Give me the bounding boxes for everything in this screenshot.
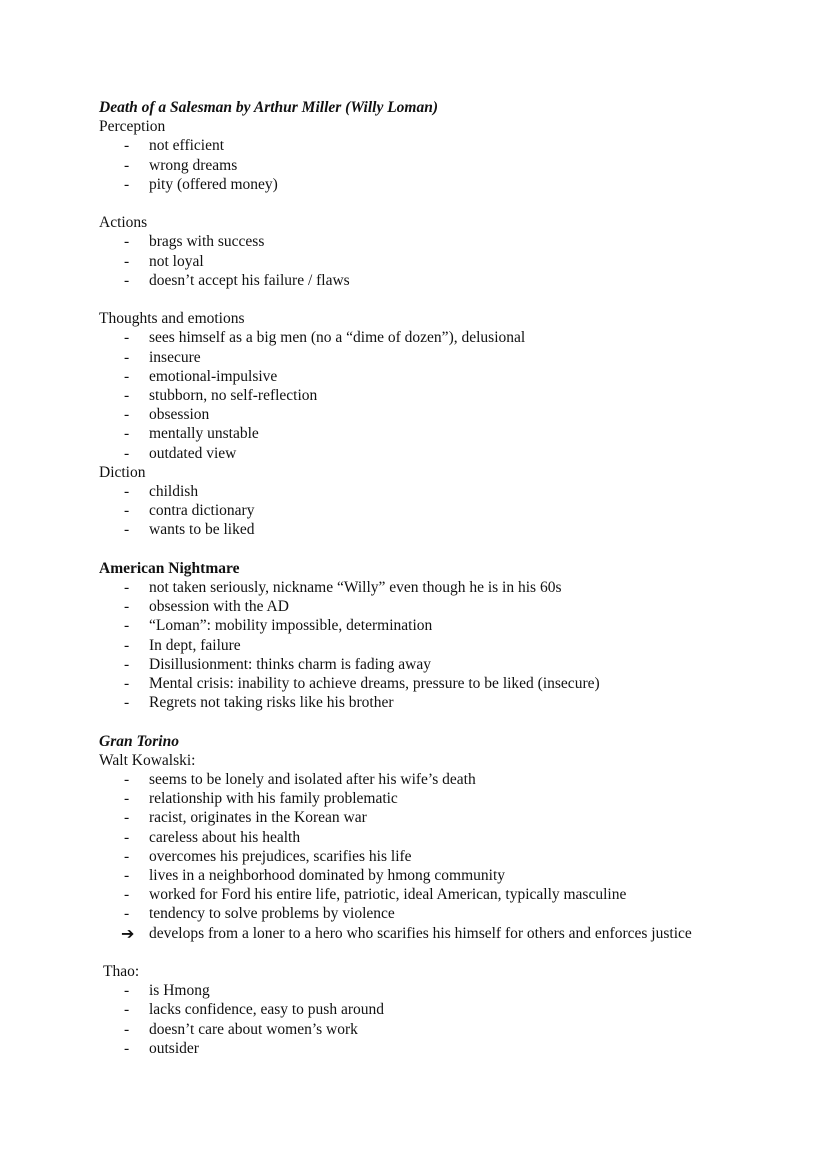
list-item-text: lives in a neighborhood dominated by hmong community bbox=[149, 867, 506, 885]
conclusion-item bbox=[99, 924, 789, 943]
list-item-text: Disillusionment: thinks charm is fading away bbox=[149, 655, 431, 673]
list-item bbox=[99, 136, 789, 155]
list-item bbox=[99, 1020, 789, 1039]
dash-bullet: - bbox=[124, 406, 130, 424]
dash-bullet: - bbox=[124, 867, 130, 885]
list-item-text: racist, originates in the Korean war bbox=[149, 809, 367, 827]
list-item-text: tendency to solve problems by violence bbox=[149, 905, 395, 923]
list-item-text: lacks confidence, easy to push around bbox=[149, 1001, 385, 1019]
dash-bullet: - bbox=[124, 348, 130, 366]
label-thao: Thao: bbox=[103, 963, 140, 981]
list-item bbox=[99, 808, 789, 827]
list-item-text: wrong dreams bbox=[149, 156, 238, 174]
list-item-text: worked for Ford his entire life, patriotic, ideal American, typically masculine bbox=[149, 886, 627, 904]
list-actions bbox=[99, 232, 789, 290]
list-item-text: wants to be liked bbox=[149, 521, 255, 539]
dash-bullet: - bbox=[124, 828, 130, 846]
list-item bbox=[99, 482, 789, 501]
list-item-text: careless about his health bbox=[149, 828, 301, 846]
spacer bbox=[99, 712, 789, 731]
section-title-death-of-a-salesman: Death of a Salesman by Arthur Miller (Willy Loman) bbox=[99, 99, 439, 116]
dash-bullet: - bbox=[124, 636, 130, 654]
dash-bullet: - bbox=[124, 617, 130, 635]
list-diction bbox=[99, 482, 789, 540]
dash-bullet: - bbox=[124, 425, 130, 443]
dash-bullet: - bbox=[124, 847, 130, 865]
list-item-text: mentally unstable bbox=[149, 425, 259, 443]
list-item bbox=[99, 348, 789, 367]
list-item bbox=[99, 367, 789, 386]
list-item-text: seems to be lonely and isolated after his wife’s death bbox=[149, 771, 476, 789]
dash-bullet: - bbox=[124, 982, 130, 1000]
list-item-text: outdated view bbox=[149, 444, 237, 462]
conclusion-text: develops from a loner to a hero who scarifies his himself for others and enforces justice bbox=[149, 924, 692, 942]
list-item bbox=[99, 501, 789, 520]
list-item bbox=[99, 578, 789, 597]
label-perception: Perception bbox=[99, 118, 166, 136]
list-item-text: obsession bbox=[149, 406, 210, 424]
section-title-gran-torino: Gran Torino bbox=[99, 732, 179, 750]
dash-bullet: - bbox=[124, 655, 130, 673]
dash-bullet: - bbox=[124, 886, 130, 904]
list-item-text: emotional-impulsive bbox=[149, 367, 278, 385]
spacer bbox=[99, 290, 789, 309]
list-item-text: Regrets not taking risks like his brother bbox=[149, 694, 394, 712]
dash-bullet: - bbox=[124, 444, 130, 462]
list-item bbox=[99, 616, 789, 635]
section-title-american-nightmare: American Nightmare bbox=[99, 559, 240, 577]
dash-bullet: - bbox=[124, 579, 130, 597]
list-item-text: is Hmong bbox=[149, 982, 210, 1000]
dash-bullet: - bbox=[124, 790, 130, 808]
spacer bbox=[99, 540, 789, 559]
list-item bbox=[99, 444, 789, 463]
list-item-text: sees himself as a big men (no a “dime of dozen”), delusional bbox=[149, 329, 526, 347]
arrow-right-icon: ➔ bbox=[121, 923, 135, 943]
list-item-text: contra dictionary bbox=[149, 502, 255, 520]
list-item-text: relationship with his family problematic bbox=[149, 790, 398, 808]
dash-bullet: - bbox=[124, 137, 130, 155]
dash-bullet: - bbox=[124, 483, 130, 501]
label-walt-kowalski: Walt Kowalski: bbox=[99, 751, 196, 769]
list-item bbox=[99, 156, 789, 175]
dash-bullet: - bbox=[124, 771, 130, 789]
dash-bullet: - bbox=[124, 1020, 130, 1038]
list-item bbox=[99, 1000, 789, 1019]
list-item bbox=[99, 866, 789, 885]
list-item-text: doesn’t care about women’s work bbox=[149, 1020, 358, 1038]
list-item bbox=[99, 386, 789, 405]
list-item-text: pity (offered money) bbox=[149, 175, 278, 193]
dash-bullet: - bbox=[124, 694, 130, 712]
list-item-text: doesn’t accept his failure / flaws bbox=[149, 271, 350, 289]
dash-bullet: - bbox=[124, 521, 130, 539]
dash-bullet: - bbox=[124, 502, 130, 520]
list-item bbox=[99, 693, 789, 712]
list-walt-kowalski bbox=[99, 770, 789, 943]
list-item-text: not taken seriously, nickname “Willy” even though he is in his 60s bbox=[149, 579, 562, 597]
dash-bullet: - bbox=[124, 252, 130, 270]
list-item bbox=[99, 1039, 789, 1058]
dash-bullet: - bbox=[124, 598, 130, 616]
list-item bbox=[99, 405, 789, 424]
list-item bbox=[99, 597, 789, 616]
list-item bbox=[99, 847, 789, 866]
dash-bullet: - bbox=[124, 175, 130, 193]
list-item bbox=[99, 655, 789, 674]
list-item-text: In dept, failure bbox=[149, 636, 241, 654]
list-item bbox=[99, 252, 789, 271]
dash-bullet: - bbox=[124, 271, 130, 289]
list-item bbox=[99, 520, 789, 539]
list-perception bbox=[99, 136, 789, 194]
list-item bbox=[99, 328, 789, 347]
list-item bbox=[99, 175, 789, 194]
dash-bullet: - bbox=[124, 156, 130, 174]
list-item-text: not efficient bbox=[149, 137, 225, 155]
list-item bbox=[99, 770, 789, 789]
list-item-text: Mental crisis: inability to achieve dreams, pressure to be liked (insecure) bbox=[149, 675, 600, 693]
list-item-text: obsession with the AD bbox=[149, 598, 289, 616]
list-item-text: brags with success bbox=[149, 233, 265, 251]
dash-bullet: - bbox=[124, 675, 130, 693]
list-item bbox=[99, 981, 789, 1000]
list-item-text: insecure bbox=[149, 348, 201, 366]
spacer bbox=[99, 943, 789, 962]
list-item bbox=[99, 789, 789, 808]
list-item bbox=[99, 904, 789, 923]
list-item-text: stubborn, no self-reflection bbox=[149, 387, 318, 405]
dash-bullet: - bbox=[124, 1001, 130, 1019]
list-item bbox=[99, 636, 789, 655]
label-actions: Actions bbox=[99, 214, 148, 232]
list-item bbox=[99, 232, 789, 251]
list-item-text: overcomes his prejudices, scarifies his life bbox=[149, 847, 412, 865]
list-item bbox=[99, 271, 789, 290]
list-item-text: not loyal bbox=[149, 252, 204, 270]
dash-bullet: - bbox=[124, 1039, 130, 1057]
list-item bbox=[99, 828, 789, 847]
list-item-text: “Loman”: mobility impossible, determination bbox=[149, 617, 433, 635]
list-thao bbox=[99, 981, 789, 1058]
label-diction: Diction bbox=[99, 463, 146, 481]
document-page bbox=[99, 98, 789, 1058]
label-thoughts-and-emotions: Thoughts and emotions bbox=[99, 310, 245, 328]
list-item-text: childish bbox=[149, 483, 199, 501]
dash-bullet: - bbox=[124, 329, 130, 347]
dash-bullet: - bbox=[124, 905, 130, 923]
list-item bbox=[99, 424, 789, 443]
spacer bbox=[99, 194, 789, 213]
dash-bullet: - bbox=[124, 809, 130, 827]
dash-bullet: - bbox=[124, 233, 130, 251]
list-thoughts bbox=[99, 328, 789, 462]
dash-bullet: - bbox=[124, 367, 130, 385]
dash-bullet: - bbox=[124, 387, 130, 405]
list-item bbox=[99, 885, 789, 904]
list-item bbox=[99, 674, 789, 693]
list-american-nightmare bbox=[99, 578, 789, 712]
list-item-text: outsider bbox=[149, 1039, 199, 1057]
